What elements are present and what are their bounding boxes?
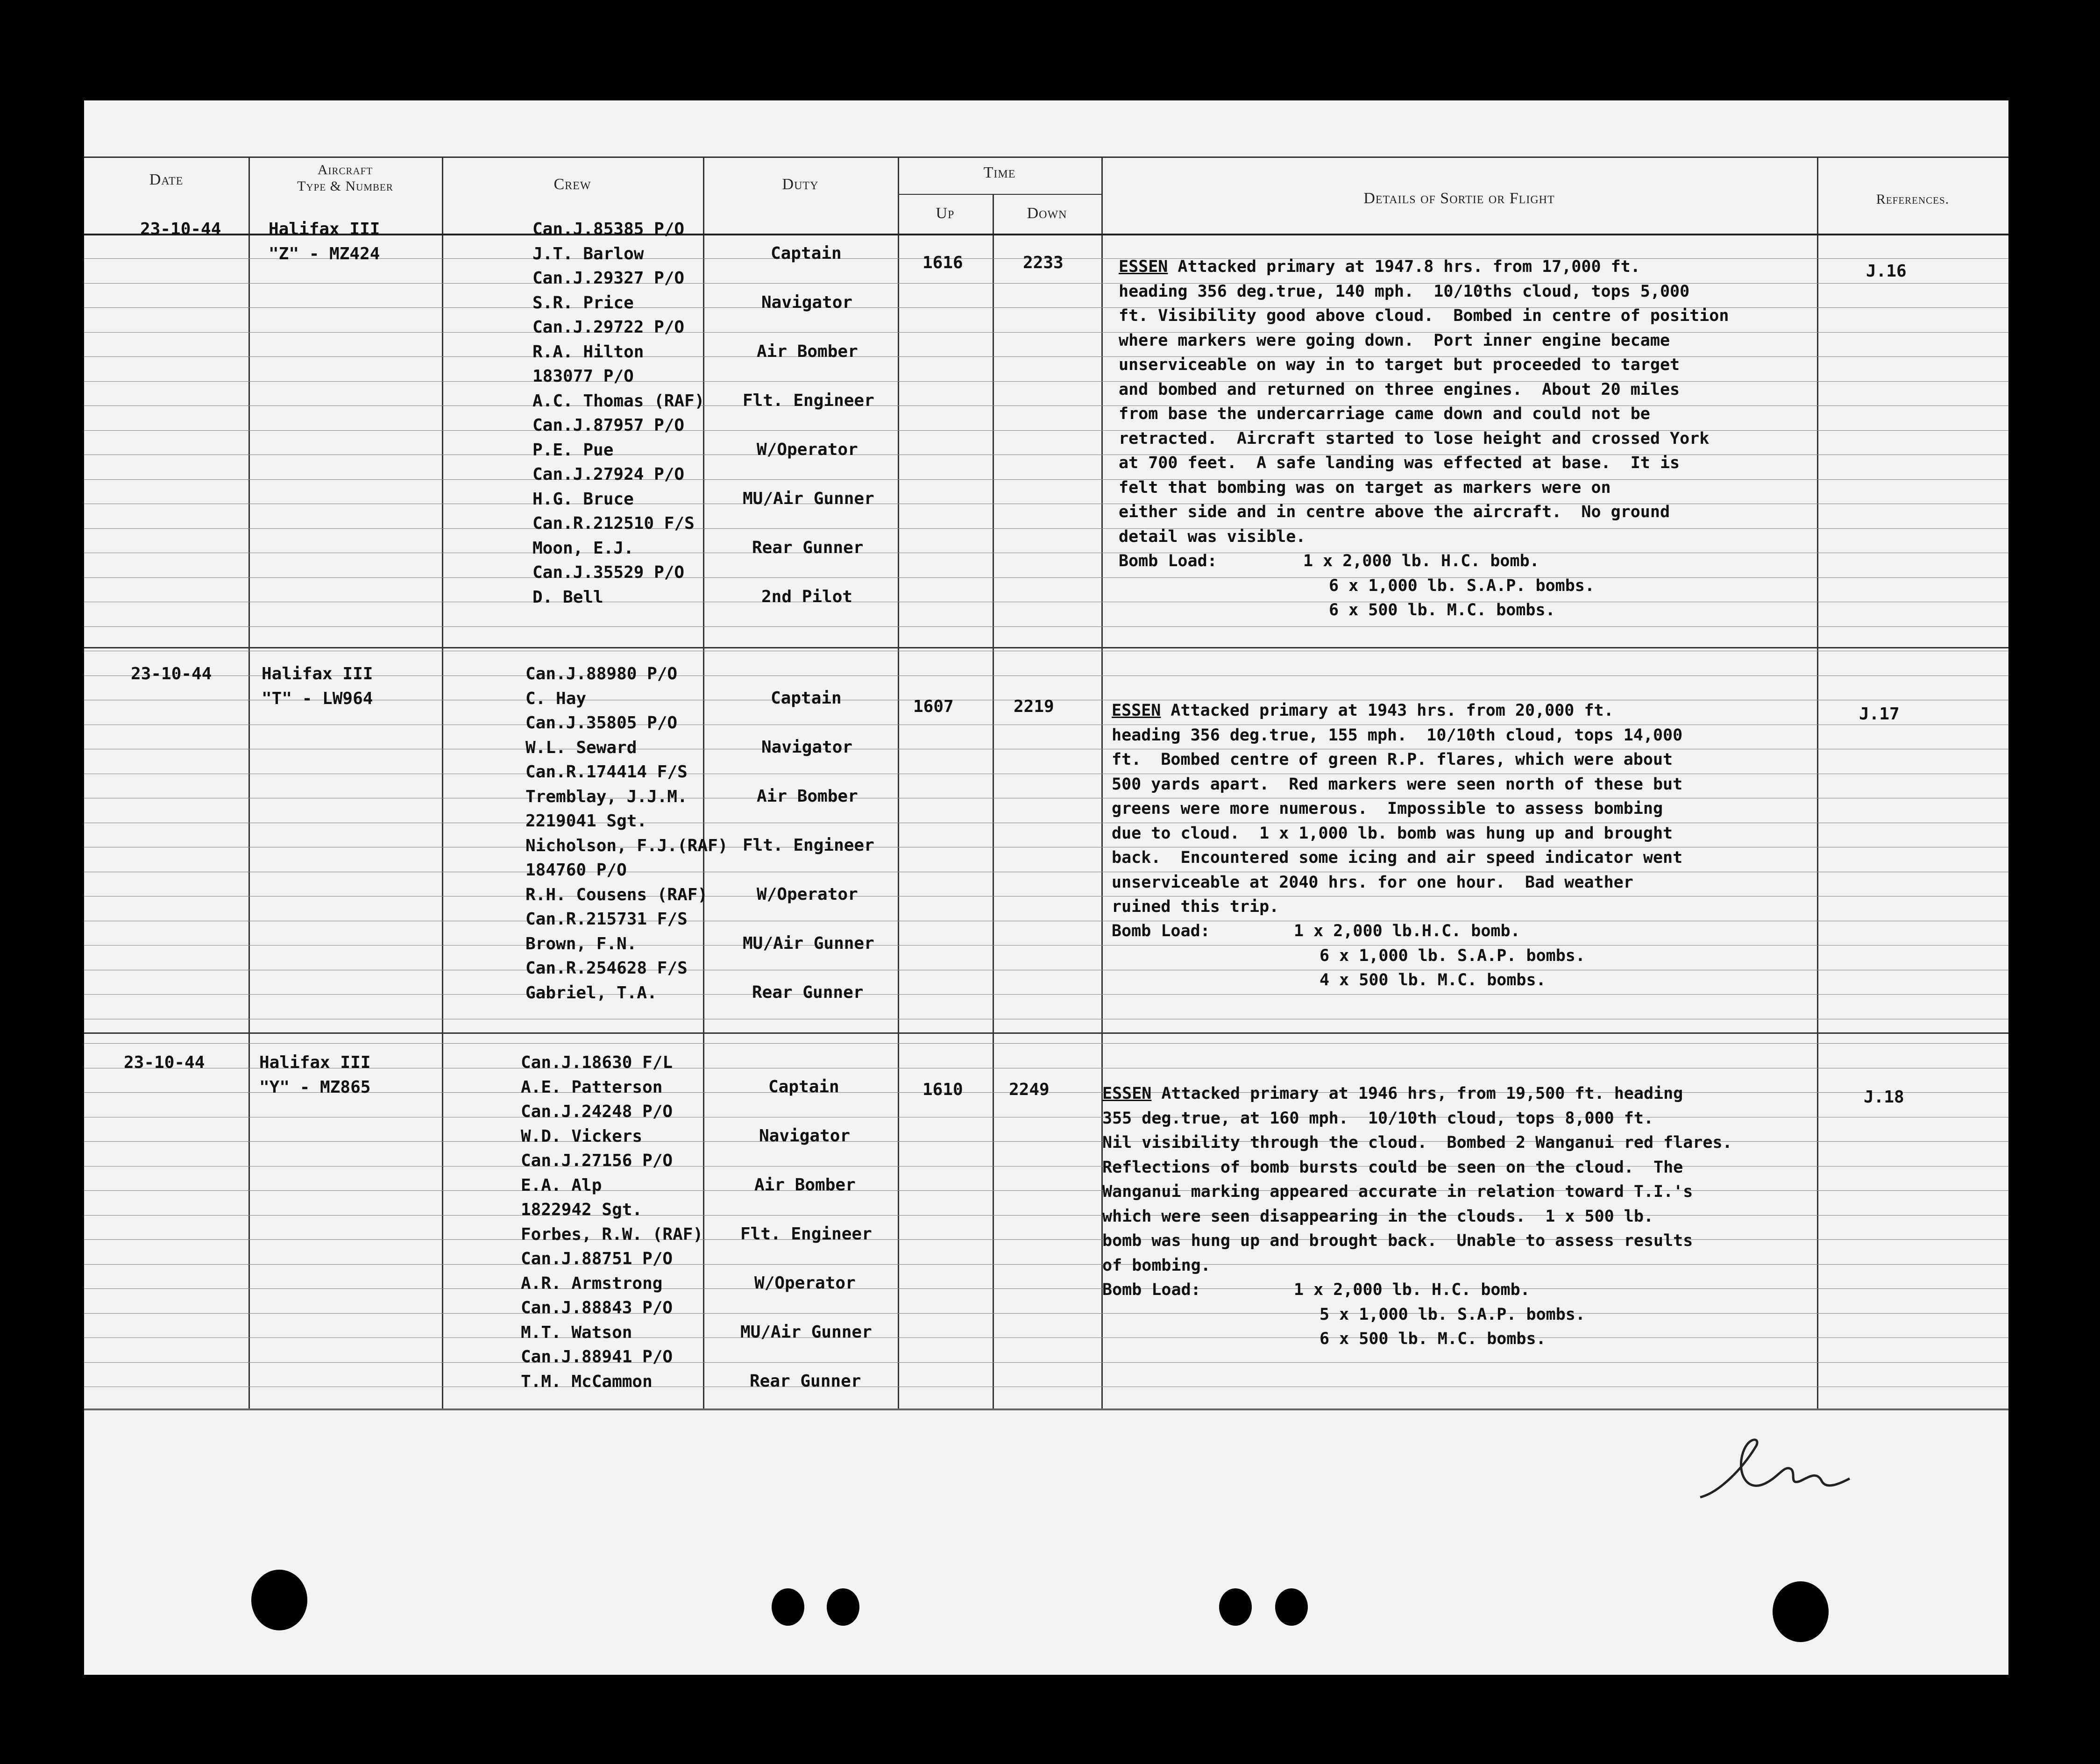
crew-line: Can.J.18630 F/L xyxy=(521,1053,673,1072)
crew-line: Can.J.88980 P/O xyxy=(525,664,678,683)
crew-line: W.L. Seward xyxy=(525,738,637,757)
details-line: detail was visible. xyxy=(1119,527,1306,546)
crew-line: S.R. Price xyxy=(532,293,634,313)
crew-line: A.R. Armstrong xyxy=(521,1273,663,1293)
details-line: 355 deg.true, at 160 mph. 10/10th cloud, tops 8,000 ft. xyxy=(1102,1109,1654,1128)
duty-label: MU/Air Gunner xyxy=(743,934,874,953)
details-line: unserviceable on way in to target but proceeded to target xyxy=(1119,356,1680,374)
aircraft-type: Halifax III xyxy=(259,1053,371,1072)
crew-line: Can.J.29722 P/O xyxy=(532,318,685,337)
duty-label: W/Operator xyxy=(754,1273,856,1293)
crew-line: C. Hay xyxy=(525,689,587,708)
crew-line: 183077 P/O xyxy=(532,367,634,386)
details-line: heading 356 deg.true, 155 mph. 10/10th cloud, tops 14,000 xyxy=(1112,726,1683,745)
rule-line xyxy=(84,1288,2008,1289)
duty-label: Flt. Engineer xyxy=(740,1224,872,1244)
rule-line xyxy=(84,1337,2008,1338)
crew-line: R.A. Hilton xyxy=(532,342,644,362)
crew-line: D. Bell xyxy=(532,587,603,607)
header-details: Details of Sortie or Flight xyxy=(1363,190,1555,207)
rule-line xyxy=(84,1362,2008,1363)
details-text xyxy=(1102,1084,1732,1275)
bomb-load-item: 1 x 2,000 lb. H.C. bomb. xyxy=(1303,552,1540,570)
header-top-rule xyxy=(84,156,2008,158)
details-text xyxy=(1112,701,1682,916)
crew-line: Can.R.215731 F/S xyxy=(525,910,688,929)
time-up: 1607 xyxy=(913,697,954,716)
rule-line xyxy=(84,1043,2008,1044)
duty-label: Captain xyxy=(771,244,842,263)
crew-line: Moon, E.J. xyxy=(532,538,634,558)
crew-line: Gabriel, T.A. xyxy=(525,983,657,1003)
bomb-load-item: 6 x 500 lb. M.C. bombs. xyxy=(1320,1330,1546,1348)
details-line: Wanganui marking appeared accurate in relation toward T.I.'s xyxy=(1102,1182,1693,1201)
rule-line xyxy=(84,1313,2008,1314)
aircraft-number: "Y" - MZ865 xyxy=(259,1078,371,1097)
details-line: 500 yards apart. Red markers were seen north of these but xyxy=(1112,775,1683,794)
reference: J.17 xyxy=(1859,704,1900,724)
duty-label: Flt. Engineer xyxy=(743,836,874,855)
binder-hole xyxy=(827,1588,859,1626)
details-line: from base the undercarriage came down and could not be xyxy=(1119,405,1650,423)
duty-label: Captain xyxy=(768,1077,839,1096)
details-line: either side and in centre above the aircraft. No ground xyxy=(1119,503,1670,521)
crew-line: Can.R.254628 F/S xyxy=(525,959,688,978)
details-line: Reflections of bomb bursts could be seen on the cloud. The xyxy=(1102,1158,1683,1177)
reference: J.18 xyxy=(1864,1088,1904,1107)
header-date: Date xyxy=(149,171,184,188)
details-line: which were seen disappearing in the clouds. 1 x 500 lb. xyxy=(1102,1207,1654,1226)
duty-label: Air Bomber xyxy=(754,1175,856,1195)
bomb-load-item: 4 x 500 lb. M.C. bombs. xyxy=(1320,971,1546,989)
details-line: and bombed and returned on three engines. About 20 miles xyxy=(1119,380,1680,399)
entry-separator xyxy=(84,647,2008,648)
bomb-load-item: 1 x 2,000 lb. H.C. bomb. xyxy=(1294,1280,1530,1299)
crew-line: 2219041 Sgt. xyxy=(525,811,647,831)
crew-line: Can.J.88843 P/O xyxy=(521,1298,673,1317)
crew-line: A.E. Patterson xyxy=(521,1077,663,1097)
duty-label: Rear Gunner xyxy=(752,983,864,1002)
crew-line: Tremblay, J.J.M. xyxy=(525,787,688,806)
crew-line: Can.J.27156 P/O xyxy=(521,1151,673,1170)
crew-line: Can.J.85385 P/O xyxy=(532,220,685,239)
target-name: ESSEN xyxy=(1119,257,1168,276)
details-line: Attacked primary at 1947.8 hrs. from 17,000 ft. xyxy=(1178,257,1640,276)
reference: J.16 xyxy=(1866,262,1907,281)
crew-line: Can.J.24248 P/O xyxy=(521,1102,673,1121)
bomb-load-item: 1 x 2,000 lb.H.C. bomb. xyxy=(1294,922,1520,940)
duty-label: Captain xyxy=(771,689,842,708)
sortie-date: 23-10-44 xyxy=(124,1053,205,1072)
details-line: ruined this trip. xyxy=(1112,897,1279,916)
duty-label: W/Operator xyxy=(757,440,858,459)
binder-hole xyxy=(772,1588,804,1626)
details-line: of bombing. xyxy=(1102,1256,1211,1275)
details-line: retracted. Aircraft started to lose height and crossed York xyxy=(1119,429,1710,448)
header-time: Time xyxy=(983,164,1016,181)
header-aircraft: Aircraft Type & Number xyxy=(297,162,393,194)
col-divider xyxy=(248,156,250,1408)
duty-label: Navigator xyxy=(759,1126,851,1145)
sortie-details xyxy=(1112,698,1682,919)
details-text xyxy=(1119,257,1729,546)
sortie-date: 23-10-44 xyxy=(140,220,221,239)
crew-line: Nicholson, F.J.(RAF) xyxy=(525,836,728,855)
record-sheet xyxy=(84,100,2008,1675)
details-line: ft. Bombed centre of green R.P. flares, which were about xyxy=(1112,750,1673,769)
rule-line xyxy=(84,626,2008,627)
binder-hole xyxy=(1219,1588,1252,1626)
details-line: Attacked primary at 1946 hrs, from 19,500 ft. heading xyxy=(1161,1084,1683,1103)
crew-line: H.G. Bruce xyxy=(532,489,634,509)
bomb-load-label: Bomb Load: xyxy=(1102,1280,1201,1299)
binder-hole xyxy=(251,1570,307,1630)
details-line: ft. Visibility good above cloud. Bombed in centre of position xyxy=(1119,306,1729,325)
crew-line: Can.J.35805 P/O xyxy=(525,713,678,733)
signature-mark xyxy=(1691,1427,1859,1507)
crew-line: 1822942 Sgt. xyxy=(521,1200,643,1219)
crew-line: Can.J.35529 P/O xyxy=(532,563,685,582)
duty-label: Navigator xyxy=(761,293,853,312)
bomb-load-item: 6 x 500 lb. M.C. bombs. xyxy=(1329,601,1555,619)
bomb-load-label: Bomb Load: xyxy=(1112,922,1210,940)
details-line: bomb was hung up and brought back. Unable to assess results xyxy=(1102,1231,1693,1250)
target-name: ESSEN xyxy=(1102,1084,1152,1103)
crew-line: T.M. McCammon xyxy=(521,1372,653,1391)
crew-line: Can.R.212510 F/S xyxy=(532,514,695,533)
bomb-load-item: 5 x 1,000 lb. S.A.P. bombs. xyxy=(1320,1305,1585,1324)
header-down: Down xyxy=(1027,205,1067,222)
bomb-load-label: Bomb Load: xyxy=(1119,552,1217,570)
time-up: 1610 xyxy=(922,1080,963,1099)
col-divider xyxy=(993,194,994,1408)
sortie-date: 23-10-44 xyxy=(131,664,212,683)
details-line: due to cloud. 1 x 1,000 lb. bomb was hung up and brought xyxy=(1112,824,1673,843)
details-line: Nil visibility through the cloud. Bombed 2 Wanganui red flares. xyxy=(1102,1133,1732,1152)
header-up: Up xyxy=(936,205,955,222)
crew-line: W.D. Vickers xyxy=(521,1126,643,1146)
duty-label: MU/Air Gunner xyxy=(743,489,874,508)
crew-line: Can.J.27924 P/O xyxy=(532,465,685,484)
header-sub-rule xyxy=(898,194,1101,195)
crew-line: Brown, F.N. xyxy=(525,934,637,953)
binder-hole xyxy=(1773,1581,1829,1642)
col-divider xyxy=(1817,156,1818,1408)
details-line: at 700 feet. A safe landing was effected at base. It is xyxy=(1119,454,1680,472)
details-line: back. Encountered some icing and air speed indicator went xyxy=(1112,848,1683,867)
duty-label: MU/Air Gunner xyxy=(740,1323,872,1342)
aircraft-number: "Z" - MZ424 xyxy=(269,244,380,263)
header-duty: Duty xyxy=(782,176,819,193)
details-line: Attacked primary at 1943 hrs. from 20,000 ft. xyxy=(1171,701,1614,720)
crew-line: Can.R.174414 F/S xyxy=(525,762,688,782)
rule-line xyxy=(84,994,2008,995)
details-line: where markers were going down. Port inner engine became xyxy=(1119,331,1670,350)
crew-line: P.E. Pue xyxy=(532,440,614,460)
duty-label: W/Operator xyxy=(757,885,858,904)
time-down: 2219 xyxy=(1014,697,1054,716)
target-name: ESSEN xyxy=(1112,701,1161,720)
footer-rule xyxy=(84,1408,2008,1410)
duty-label: Navigator xyxy=(761,738,853,757)
bomb-load-item: 6 x 1,000 lb. S.A.P. bombs. xyxy=(1329,576,1595,595)
time-up: 1616 xyxy=(922,253,963,272)
aircraft-type: Halifax III xyxy=(262,664,373,683)
sortie-details xyxy=(1102,1081,1732,1278)
sortie-details xyxy=(1119,255,1729,549)
rule-line xyxy=(84,945,2008,946)
crew-line: Can.J.88941 P/O xyxy=(521,1347,673,1366)
binder-hole xyxy=(1275,1588,1308,1626)
duty-label: Rear Gunner xyxy=(752,538,864,557)
aircraft-number: "T" - LW964 xyxy=(262,689,373,708)
col-divider xyxy=(898,156,899,1408)
crew-line: J.T. Barlow xyxy=(532,244,644,263)
col-divider xyxy=(703,156,704,1408)
header-references: References. xyxy=(1876,192,1950,207)
crew-line: Can.J.29327 P/O xyxy=(532,269,685,288)
entry-separator xyxy=(84,1032,2008,1034)
time-down: 2249 xyxy=(1009,1080,1050,1099)
crew-line: Forbes, R.W. (RAF) xyxy=(521,1224,703,1244)
crew-line: R.H. Cousens (RAF) xyxy=(525,885,708,904)
duty-label: Air Bomber xyxy=(757,787,858,806)
details-line: unserviceable at 2040 hrs. for one hour. Bad weather xyxy=(1112,873,1633,892)
details-line: felt that bombing was on target as markers were on xyxy=(1119,478,1611,497)
duty-label: Flt. Engineer xyxy=(743,391,874,410)
aircraft-type: Halifax III xyxy=(269,220,380,239)
details-line: heading 356 deg.true, 140 mph. 10/10ths cloud, tops 5,000 xyxy=(1119,282,1690,301)
crew-line: Can.J.87957 P/O xyxy=(532,416,685,435)
time-down: 2233 xyxy=(1023,253,1064,272)
crew-line: Can.J.88751 P/O xyxy=(521,1249,673,1268)
crew-line: E.A. Alp xyxy=(521,1175,602,1195)
crew-line: 184760 P/O xyxy=(525,861,627,880)
crew-line: A.C. Thomas (RAF) xyxy=(532,391,705,411)
duty-label: 2nd Pilot xyxy=(761,587,853,606)
details-line: greens were more numerous. Impossible to assess bombing xyxy=(1112,799,1663,818)
crew-line: M.T. Watson xyxy=(521,1323,632,1342)
header-crew: Crew xyxy=(553,176,591,193)
bomb-load-item: 6 x 1,000 lb. S.A.P. bombs. xyxy=(1320,946,1585,965)
duty-label: Air Bomber xyxy=(757,342,858,361)
rule-line xyxy=(84,577,2008,578)
col-divider xyxy=(442,156,443,1408)
duty-label: Rear Gunner xyxy=(750,1372,861,1391)
